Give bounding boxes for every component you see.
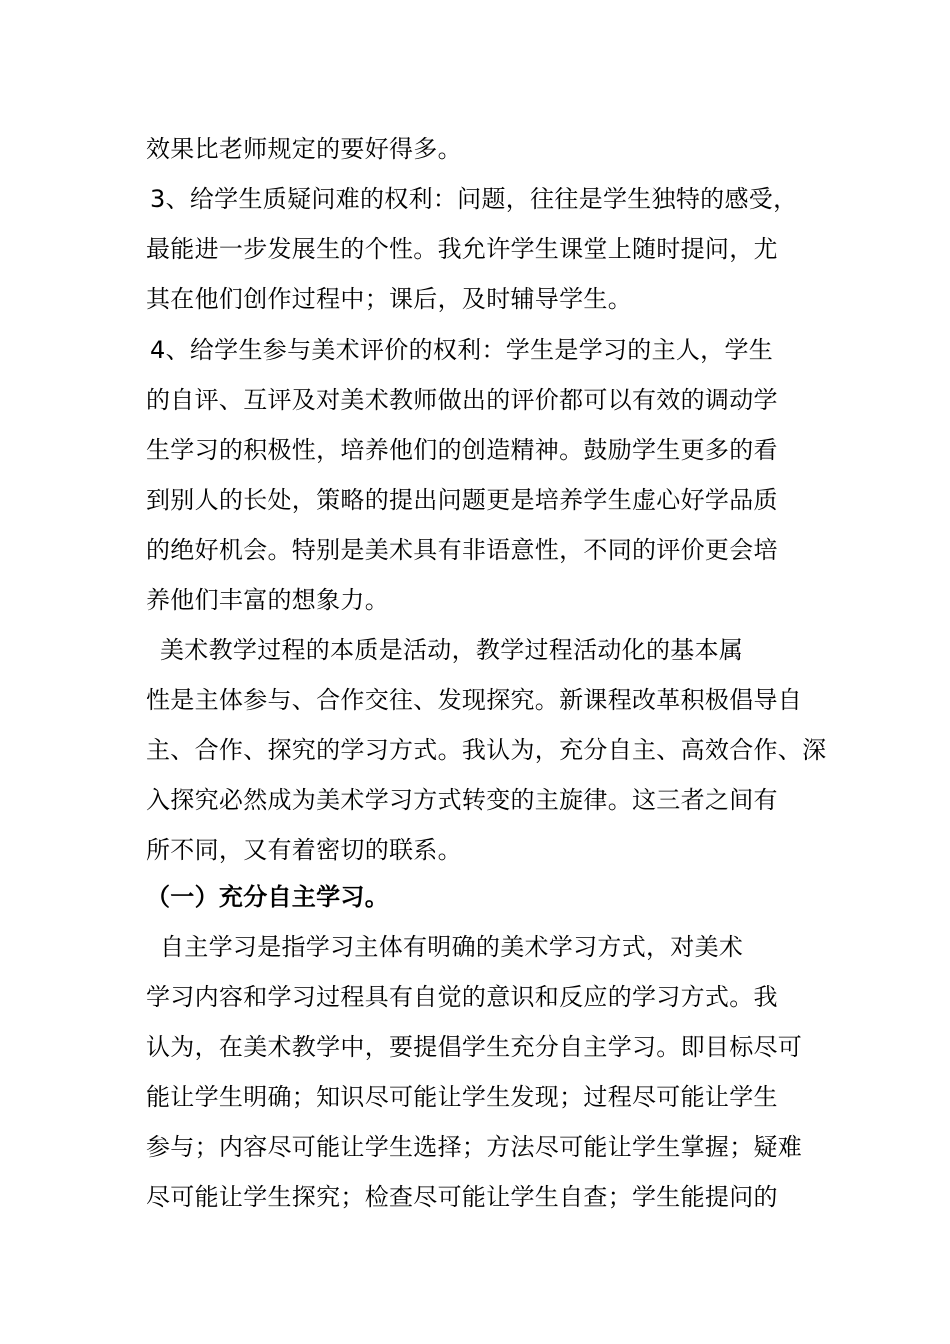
text-line: 性是主体参与、合作交往、发现探究。新课程改革积极倡导自	[146, 686, 803, 714]
text-line: 生学习的积极性，培养他们的创造精神。鼓励学生更多的看	[146, 436, 778, 464]
text-line: 主、合作、探究的学习方式。我认为，充分自主、高效合作、深	[146, 736, 827, 764]
text-line: 最能进一步发展生的个性。我允许学生课堂上随时提问，尤	[146, 235, 778, 263]
text-line: 学习内容和学习过程具有自觉的意识和反应的学习方式。我	[146, 983, 778, 1011]
text-line: 能让学生明确；知识尽可能让学生发现；过程尽可能让学生	[146, 1083, 778, 1111]
text-line: 美术教学过程的本质是活动，教学过程活动化的基本属	[160, 636, 744, 664]
text-line: 尽可能让学生探究；检查尽可能让学生自查；学生能提问的	[146, 1183, 778, 1211]
text-line: 养他们丰富的想象力。	[146, 586, 389, 614]
text-line: 参与；内容尽可能让学生选择；方法尽可能让学生掌握；疑难	[146, 1133, 803, 1161]
text-line: 入探究必然成为美术学习方式转变的主旋律。这三者之间有	[146, 786, 778, 814]
text-line: 其在他们创作过程中；课后，及时辅导学生。	[146, 285, 632, 313]
text-line: 效果比老师规定的要好得多。	[146, 135, 462, 163]
text-line: 自主学习是指学习主体有明确的美术学习方式，对美术	[160, 933, 744, 961]
text-line: 的绝好机会。特别是美术具有非语意性，不同的评价更会培	[146, 536, 778, 564]
text-line: 3、给学生质疑问难的权利：问题，往往是学生独特的感受，	[150, 185, 798, 213]
section-heading: （一）充分自主学习。	[146, 883, 389, 911]
text-line: 认为，在美术教学中，要提倡学生充分自主学习。即目标尽可	[146, 1033, 803, 1061]
text-line: 的自评、互评及对美术教师做出的评价都可以有效的调动学	[146, 386, 778, 414]
text-line: 所不同，又有着密切的联系。	[146, 836, 462, 864]
text-line: 4、给学生参与美术评价的权利：学生是学习的主人，学生	[150, 336, 774, 364]
text-line: 到别人的长处，策略的提出问题更是培养学生虚心好学品质	[146, 486, 778, 514]
